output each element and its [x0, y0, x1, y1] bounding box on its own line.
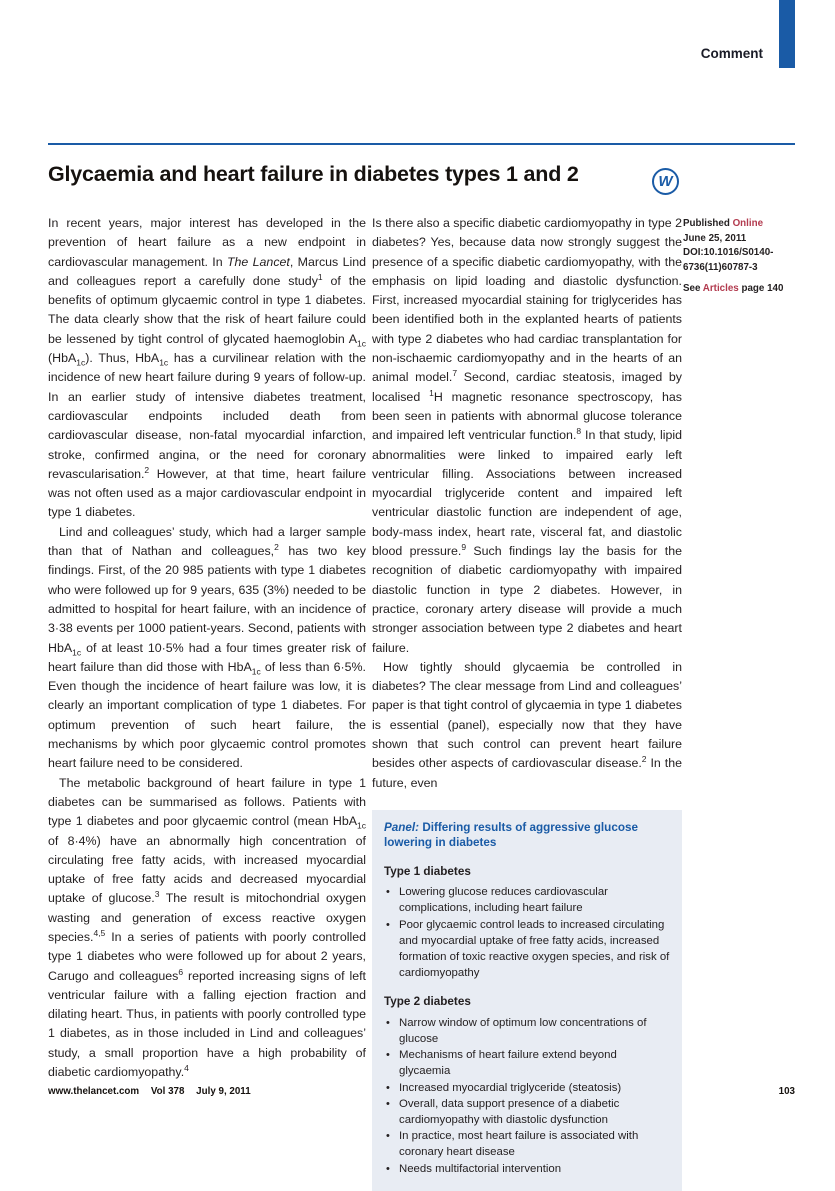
body-paragraph: Is there also a specific diabetic cardiomyopathy in type 2 diabetes? Yes, because data now strongly suggest the presence of a specific diabetic cardiomyopathy, with the emphasis on lipid loading and diastolic dysfunction. First, increased myocardial staining for triglycerides has been identified both in the explanted hearts of patients with type 2 diabetes who had cardiac transplantation for non-ischaemic cardiomyopathy and in the hearts of an animal model.$^7$ Second, cardiac steatosis, imaged by localised $^1$H magnetic resonance spectroscopy, has been seen in patients with abnormal glucose tolerance and impaired left ventricular function.$^8$ In that study, lipid abnormalities were linked to impaired early left ventricular filling. Associations between increased myocardial triglyceride content and impaired left ventricular diastolic function are independent of age, body-mass index, heart rate, visceral fat, and diastolic blood pressure.$^9$ Such findings lay the basis for the recognition of diabetic cardiomyopathy with impaired diastolic function in type 2 diabetes. However, in practice, coronary artery disease will provide a much stronger association between type 2 diabetes and heart failure. [372, 216, 683, 655]
footer-volume: Vol 378 [150, 1086, 185, 1097]
doi-line-2: 6736(11)60787-3 [683, 261, 758, 273]
section-label: Comment [700, 46, 763, 61]
panel-bullet: • Narrow window of optimum low concentrations of glucose [384, 1015, 670, 1047]
online-link[interactable]: Online [732, 218, 764, 229]
panel-bullet: • Poor glycaemic control leads to increased circulating and myocardial uptake of free fatty acids, increased formation of toxic reactive oxygen species, and risk of cardiomyopathy [384, 917, 670, 982]
panel-section-heading: Type 1 diabetes [384, 864, 471, 878]
footer-left [48, 1086, 251, 1097]
panel-bullet: • Mechanisms of heart failure extend beyond glycaemia [384, 1047, 670, 1079]
right-column [372, 214, 682, 1191]
header-rule [48, 143, 795, 145]
see-label: See [683, 283, 701, 294]
body-paragraph: The metabolic background of heart failure in type 1 diabetes can be summarised as follows. Patients with type 1 diabetes and poor glycaemic control (mean HbA$_{1c}$ of 8·4%) have an abnormally high concentration of circulating free fatty acids, with increased myocardial uptake of free fatty acids and decreased myocardial uptake of glucose.$^3$ The result is mitochondrial oxygen wasting and generation of excess reactive oxygen species.$^{4,5}$ In a series of patients with poorly controlled type 1 diabetes who were followed up for about 2 years, Carugo and colleagues$^6$ reported increasing signs of left ventricular failure with a falling ejection fraction and dilating heart. Thus, in patients with poorly controlled type 1 diabetes, as in those included in Lind and colleagues’ study, a small proportion have a high probability of diabetic cardiomyopathy.$^4$ [48, 775, 366, 1080]
online-w-icon: W [652, 168, 679, 195]
corner-accent-bar [779, 0, 795, 68]
body-paragraph: How tightly should glycaemia be controlled in diabetes? The clear message from Lind and colleagues’ paper is that tight control of glycaemia in type 1 diabetes is essential (panel), especially now that they have shown that such control can prevent heart failure besides other aspects of cardiovascular disease.$^2$ In the future, even [372, 659, 682, 790]
panel-bullet: • In practice, most heart failure is associated with coronary heart disease [384, 1128, 670, 1160]
doi-line-1: DOI:10.1016/S0140- [683, 247, 774, 258]
panel-label: Panel: [384, 820, 420, 834]
footer-date: July 9, 2011 [196, 1086, 251, 1097]
body-paragraph: Lind and colleagues’ study, which had a larger sample than that of Nathan and colleagues,$^2$ has two key findings. First, of the 20 985 patients with type 1 diabetes who were followed up for 9 years, 635 (3%) needed to be admitted to hospital for heart failure, with an incidence of 3·38 events per 1000 patient-years. Second, patients with HbA$_{1c}$ of at least 10·5% had a four times greater risk of heart failure than did those with HbA$_{1c}$ of less than 6·5%. Even though the incidence of heart failure was low, it is clearly an important complication of type 1 diabetes. For optimum prevention of such heart failure, the mechanisms by which poor glycaemic control promotes heart failure need to be considered. [48, 524, 366, 771]
published-label: Published [683, 218, 730, 229]
panel-box [372, 810, 682, 1191]
panel-title-text: Differing results of aggressive glucose lowering in diabetes [384, 820, 638, 850]
panel-bullet: • Needs multifactorial intervention [384, 1161, 670, 1177]
footer-site: www.thelancet.com [48, 1086, 140, 1097]
page-title: Glycaemia and heart failure in diabetes types 1 and 2 [48, 162, 579, 186]
articles-link[interactable]: Articles [702, 283, 739, 294]
published-online-line [683, 217, 799, 232]
body-paragraph: In recent years, major interest has developed in the prevention of heart failure as a new endpoint in cardiovascular management. In The Lancet, Marcus Lind and colleagues report a carefully done study$^1$ of the benefits of optimum glycaemic control in type 1 diabetes. The data clearly show that the risk of heart failure could be lessened by tight control of glycated haemoglobin $A_{1c}$ (HbA$_{1c}$). Thus, HbA$_{1c}$ has a curvilinear relation with the incidence of new heart failure during 9 years of follow-up. In an earlier study of intensive diabetes treatment, cardiovascular endpoints included death from cardiovascular disease, non-fatal myocardial infarction, stroke, confirmed angina, or the need for coronary revascularisation.$^2$ However, at that time, heart failure was not often used as a major cardiovascular endpoint in type 1 diabetes. [48, 216, 367, 520]
panel-bullet: • Overall, data support presence of a diabetic cardiomyopathy with diastolic dysfunction [384, 1096, 670, 1128]
panel-bullet: • Increased myocardial triglyceride (steatosis) [384, 1080, 670, 1096]
page-footer [48, 1086, 795, 1097]
panel-bullet-list [384, 884, 670, 981]
see-page-ref: page 140 [741, 283, 784, 294]
panel-section-heading: Type 2 diabetes [384, 995, 471, 1009]
panel-title [384, 820, 670, 851]
page-number: 103 [778, 1086, 795, 1097]
see-articles-line [683, 282, 799, 297]
panel-bullet: • Lowering glucose reduces cardiovascular complications, including heart failure [384, 884, 670, 916]
publication-date: June 25, 2011 [683, 232, 747, 244]
publication-info [683, 217, 799, 297]
left-column [48, 214, 366, 1082]
